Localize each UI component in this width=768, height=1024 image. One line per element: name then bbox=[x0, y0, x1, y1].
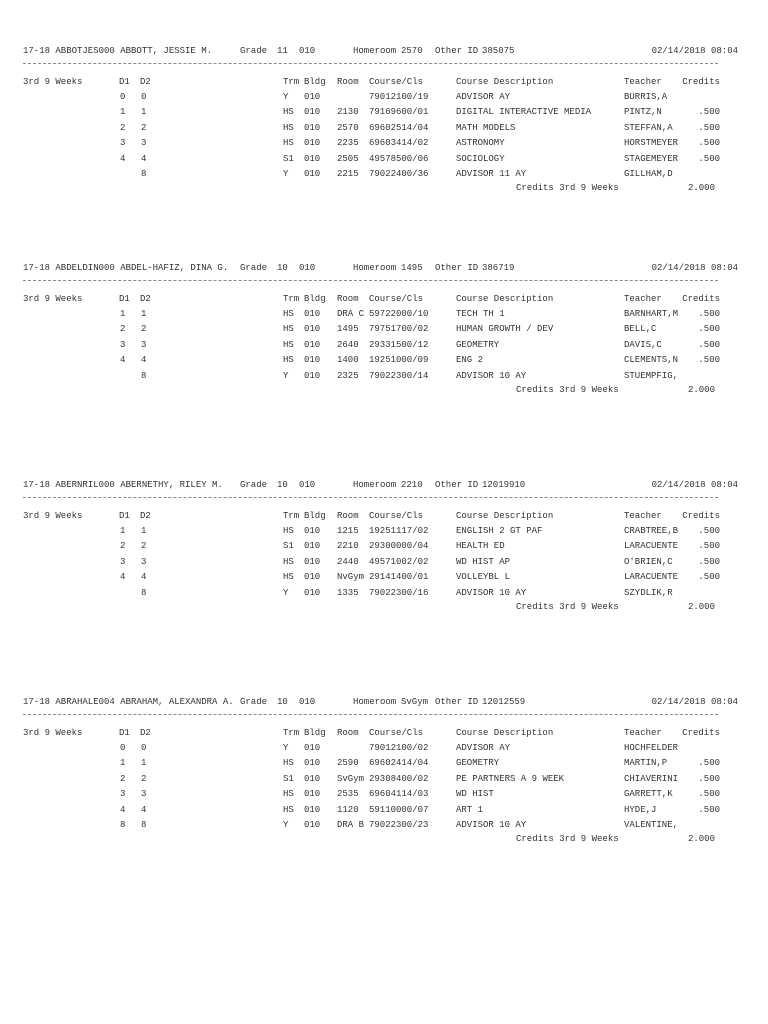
cell-trm: HS bbox=[283, 355, 294, 365]
other-id-label: Other ID bbox=[435, 46, 479, 56]
cell-description: ADVISOR 10 AY bbox=[456, 588, 527, 598]
cell-d1: 2 bbox=[120, 123, 126, 133]
header-divider bbox=[23, 497, 718, 498]
homeroom-label: Homeroom bbox=[353, 697, 397, 707]
cell-d1: 4 bbox=[120, 355, 126, 365]
cell-room: 2640 bbox=[337, 340, 359, 350]
cell-d2: 3 bbox=[141, 138, 147, 148]
cell-bldg: 010 bbox=[304, 138, 321, 148]
cell-course: 19251117/02 bbox=[369, 526, 429, 536]
cell-credits: .500 bbox=[698, 107, 720, 117]
course-header: Course/Cls bbox=[369, 511, 424, 521]
homeroom-value: 2210 bbox=[401, 480, 423, 490]
cell-bldg: 010 bbox=[304, 123, 321, 133]
cell-d1: 2 bbox=[120, 774, 126, 784]
grade-label: Grade bbox=[240, 263, 268, 273]
cell-description: DIGITAL INTERACTIVE MEDIA bbox=[456, 107, 592, 117]
cell-teacher: HOCHFELDER bbox=[624, 743, 679, 753]
cell-trm: HS bbox=[283, 789, 294, 799]
cell-d1: 3 bbox=[120, 789, 126, 799]
cell-description: TECH TH 1 bbox=[456, 309, 505, 319]
cell-d1: 0 bbox=[120, 743, 126, 753]
header-divider bbox=[23, 63, 718, 64]
period-header: 3rd 9 Weeks bbox=[23, 728, 83, 738]
cell-description: PE PARTNERS A 9 WEEK bbox=[456, 774, 565, 784]
building-value: 010 bbox=[299, 697, 316, 707]
cell-trm: HS bbox=[283, 805, 294, 815]
credits-total-value: 2.000 bbox=[687, 385, 715, 395]
cell-trm: HS bbox=[283, 309, 294, 319]
cell-d1: 1 bbox=[120, 526, 126, 536]
cell-d2: 4 bbox=[141, 154, 147, 164]
cell-room: 1120 bbox=[337, 805, 359, 815]
period-header: 3rd 9 Weeks bbox=[23, 77, 83, 87]
homeroom-label: Homeroom bbox=[353, 480, 397, 490]
cell-d1: 2 bbox=[120, 541, 126, 551]
bldg-header: Bldg bbox=[304, 511, 326, 521]
grade-label: Grade bbox=[240, 480, 268, 490]
cell-course: 69602514/04 bbox=[369, 123, 429, 133]
building-value: 010 bbox=[299, 46, 316, 56]
cell-credits: .500 bbox=[698, 138, 720, 148]
cell-trm: Y bbox=[283, 169, 289, 179]
cell-description: ADVISOR 11 AY bbox=[456, 169, 527, 179]
description-header: Course Description bbox=[456, 511, 554, 521]
report-datetime: 02/14/2018 08:04 bbox=[651, 697, 738, 707]
cell-credits: .500 bbox=[698, 309, 720, 319]
cell-d2: 2 bbox=[141, 123, 147, 133]
cell-course: 29141400/01 bbox=[369, 572, 429, 582]
cell-d1: 2 bbox=[120, 324, 126, 334]
cell-bldg: 010 bbox=[304, 820, 321, 830]
credits-total-value: 2.000 bbox=[687, 183, 715, 193]
cell-d1: 1 bbox=[120, 309, 126, 319]
report-datetime: 02/14/2018 08:04 bbox=[651, 46, 738, 56]
cell-course: 29308400/02 bbox=[369, 774, 429, 784]
cell-room: 2215 bbox=[337, 169, 359, 179]
cell-credits: .500 bbox=[698, 758, 720, 768]
grade-value: 10 bbox=[277, 263, 288, 273]
d2-header: D2 bbox=[140, 77, 151, 87]
cell-room: 2505 bbox=[337, 154, 359, 164]
cell-d1: 4 bbox=[120, 154, 126, 164]
cell-course: 69602414/04 bbox=[369, 758, 429, 768]
room-header: Room bbox=[337, 511, 359, 521]
cell-description: GEOMETRY bbox=[456, 340, 500, 350]
credits-total-label: Credits 3rd 9 Weeks bbox=[516, 183, 619, 193]
cell-credits: .500 bbox=[698, 774, 720, 784]
cell-room: 2235 bbox=[337, 138, 359, 148]
cell-trm: Y bbox=[283, 743, 289, 753]
homeroom-value: SvGym bbox=[401, 697, 429, 707]
cell-description: ART 1 bbox=[456, 805, 484, 815]
cell-room: 1335 bbox=[337, 588, 359, 598]
cell-teacher: STAGEMEYER bbox=[624, 154, 679, 164]
cell-course: 69603414/02 bbox=[369, 138, 429, 148]
cell-course: 29300000/04 bbox=[369, 541, 429, 551]
student-header: 17-18 ABERNRIL000 ABERNETHY, RILEY M. bbox=[23, 480, 223, 490]
cell-trm: S1 bbox=[283, 154, 294, 164]
cell-d1: 0 bbox=[120, 92, 126, 102]
cell-teacher: PINTZ,N bbox=[624, 107, 662, 117]
cell-course: 59110000/07 bbox=[369, 805, 429, 815]
d2-header: D2 bbox=[140, 294, 151, 304]
cell-room: 2570 bbox=[337, 123, 359, 133]
credits-header: Credits bbox=[682, 77, 720, 87]
room-header: Room bbox=[337, 77, 359, 87]
cell-credits: .500 bbox=[698, 324, 720, 334]
cell-course: 79022300/23 bbox=[369, 820, 429, 830]
cell-description: GEOMETRY bbox=[456, 758, 500, 768]
cell-room: 2130 bbox=[337, 107, 359, 117]
student-header: 17-18 ABDELDIN000 ABDEL-HAFIZ, DINA G. bbox=[23, 263, 229, 273]
cell-d2: 4 bbox=[141, 805, 147, 815]
bldg-header: Bldg bbox=[304, 77, 326, 87]
cell-room: 1215 bbox=[337, 526, 359, 536]
cell-credits: .500 bbox=[698, 526, 720, 536]
cell-course: 79022300/14 bbox=[369, 371, 429, 381]
other-id-value: 386719 bbox=[482, 263, 515, 273]
cell-trm: HS bbox=[283, 324, 294, 334]
cell-description: ADVISOR AY bbox=[456, 92, 511, 102]
cell-d1: 4 bbox=[120, 572, 126, 582]
cell-teacher: CLEMENTS,N bbox=[624, 355, 679, 365]
cell-course: 49571002/02 bbox=[369, 557, 429, 567]
cell-bldg: 010 bbox=[304, 324, 321, 334]
cell-bldg: 010 bbox=[304, 355, 321, 365]
cell-description: HUMAN GROWTH / DEV bbox=[456, 324, 554, 334]
cell-teacher: O'BRIEN,C bbox=[624, 557, 673, 567]
homeroom-value: 2570 bbox=[401, 46, 423, 56]
cell-description: ENGLISH 2 GT PAF bbox=[456, 526, 543, 536]
cell-teacher: STEFFAN,A bbox=[624, 123, 673, 133]
report-datetime: 02/14/2018 08:04 bbox=[651, 480, 738, 490]
other-id-label: Other ID bbox=[435, 697, 479, 707]
cell-teacher: CHIAVERINI bbox=[624, 774, 679, 784]
cell-teacher: BARNHART,M bbox=[624, 309, 679, 319]
cell-credits: .500 bbox=[698, 154, 720, 164]
cell-description: SOCIOLOGY bbox=[456, 154, 505, 164]
cell-room: 1400 bbox=[337, 355, 359, 365]
cell-d2: 1 bbox=[141, 758, 147, 768]
cell-d2: 8 bbox=[141, 371, 147, 381]
cell-d1: 4 bbox=[120, 805, 126, 815]
cell-trm: S1 bbox=[283, 541, 294, 551]
cell-room: 2440 bbox=[337, 557, 359, 567]
cell-room: NvGym bbox=[337, 572, 365, 582]
teacher-header: Teacher bbox=[624, 77, 662, 87]
cell-credits: .500 bbox=[698, 355, 720, 365]
period-header: 3rd 9 Weeks bbox=[23, 511, 83, 521]
cell-description: ASTRONOMY bbox=[456, 138, 505, 148]
cell-d2: 2 bbox=[141, 541, 147, 551]
cell-bldg: 010 bbox=[304, 371, 321, 381]
other-id-value: 385075 bbox=[482, 46, 515, 56]
cell-description: WD HIST bbox=[456, 789, 494, 799]
cell-trm: HS bbox=[283, 572, 294, 582]
cell-teacher: LARACUENTE bbox=[624, 541, 679, 551]
credits-total-label: Credits 3rd 9 Weeks bbox=[516, 602, 619, 612]
header-divider bbox=[23, 714, 718, 715]
cell-teacher: MARTIN,P bbox=[624, 758, 668, 768]
credits-total-label: Credits 3rd 9 Weeks bbox=[516, 385, 619, 395]
cell-room: 2590 bbox=[337, 758, 359, 768]
cell-course: 29331500/12 bbox=[369, 340, 429, 350]
credits-header: Credits bbox=[682, 294, 720, 304]
cell-bldg: 010 bbox=[304, 541, 321, 551]
cell-trm: S1 bbox=[283, 774, 294, 784]
header-divider bbox=[23, 280, 718, 281]
cell-teacher: BELL,C bbox=[624, 324, 657, 334]
cell-course: 79022400/36 bbox=[369, 169, 429, 179]
cell-bldg: 010 bbox=[304, 154, 321, 164]
cell-course: 19251000/09 bbox=[369, 355, 429, 365]
building-value: 010 bbox=[299, 480, 316, 490]
cell-room: 1495 bbox=[337, 324, 359, 334]
cell-bldg: 010 bbox=[304, 107, 321, 117]
homeroom-value: 1495 bbox=[401, 263, 423, 273]
cell-bldg: 010 bbox=[304, 758, 321, 768]
cell-trm: HS bbox=[283, 123, 294, 133]
trm-header: Trm bbox=[283, 728, 300, 738]
cell-room: 2325 bbox=[337, 371, 359, 381]
cell-course: 79751700/02 bbox=[369, 324, 429, 334]
course-header: Course/Cls bbox=[369, 294, 424, 304]
cell-trm: HS bbox=[283, 758, 294, 768]
cell-teacher: SZYDLIK,R bbox=[624, 588, 673, 598]
cell-description: ENG 2 bbox=[456, 355, 484, 365]
description-header: Course Description bbox=[456, 77, 554, 87]
grade-value: 10 bbox=[277, 480, 288, 490]
grade-value: 11 bbox=[277, 46, 288, 56]
cell-d2: 0 bbox=[141, 92, 147, 102]
credits-header: Credits bbox=[682, 728, 720, 738]
building-value: 010 bbox=[299, 263, 316, 273]
cell-room: 2535 bbox=[337, 789, 359, 799]
cell-d2: 8 bbox=[141, 169, 147, 179]
cell-description: HEALTH ED bbox=[456, 541, 505, 551]
cell-teacher: GILLHAM,D bbox=[624, 169, 673, 179]
cell-course: 79012100/19 bbox=[369, 92, 429, 102]
cell-bldg: 010 bbox=[304, 774, 321, 784]
cell-credits: .500 bbox=[698, 557, 720, 567]
teacher-header: Teacher bbox=[624, 728, 662, 738]
grade-label: Grade bbox=[240, 697, 268, 707]
other-id-value: 12012559 bbox=[482, 697, 526, 707]
cell-d2: 3 bbox=[141, 789, 147, 799]
cell-description: ADVISOR AY bbox=[456, 743, 511, 753]
d1-header: D1 bbox=[119, 728, 130, 738]
cell-trm: Y bbox=[283, 371, 289, 381]
cell-d1: 3 bbox=[120, 138, 126, 148]
cell-teacher: LARACUENTE bbox=[624, 572, 679, 582]
student-header: 17-18 ABBOTJES000 ABBOTT, JESSIE M. bbox=[23, 46, 213, 56]
cell-room: 2210 bbox=[337, 541, 359, 551]
d1-header: D1 bbox=[119, 77, 130, 87]
cell-credits: .500 bbox=[698, 123, 720, 133]
cell-course: 59722000/10 bbox=[369, 309, 429, 319]
d2-header: D2 bbox=[140, 511, 151, 521]
cell-teacher: CRABTREE,B bbox=[624, 526, 679, 536]
cell-description: ADVISOR 10 AY bbox=[456, 820, 527, 830]
cell-description: ADVISOR 10 AY bbox=[456, 371, 527, 381]
credits-header: Credits bbox=[682, 511, 720, 521]
cell-course: 79169600/01 bbox=[369, 107, 429, 117]
cell-d2: 1 bbox=[141, 309, 147, 319]
cell-bldg: 010 bbox=[304, 805, 321, 815]
cell-course: 79022300/16 bbox=[369, 588, 429, 598]
cell-d2: 3 bbox=[141, 340, 147, 350]
cell-d2: 8 bbox=[141, 820, 147, 830]
cell-description: MATH MODELS bbox=[456, 123, 516, 133]
cell-bldg: 010 bbox=[304, 526, 321, 536]
grade-value: 10 bbox=[277, 697, 288, 707]
cell-d1: 1 bbox=[120, 107, 126, 117]
cell-bldg: 010 bbox=[304, 340, 321, 350]
cell-d2: 4 bbox=[141, 355, 147, 365]
cell-teacher: GARRETT,K bbox=[624, 789, 673, 799]
cell-d2: 1 bbox=[141, 526, 147, 536]
cell-credits: .500 bbox=[698, 805, 720, 815]
student-header: 17-18 ABRAHALE004 ABRAHAM, ALEXANDRA A. bbox=[23, 697, 234, 707]
room-header: Room bbox=[337, 728, 359, 738]
grade-label: Grade bbox=[240, 46, 268, 56]
cell-d2: 2 bbox=[141, 774, 147, 784]
cell-course: 69604114/03 bbox=[369, 789, 429, 799]
cell-teacher: HORSTMEYER bbox=[624, 138, 679, 148]
room-header: Room bbox=[337, 294, 359, 304]
cell-teacher: BURRIS,A bbox=[624, 92, 668, 102]
teacher-header: Teacher bbox=[624, 294, 662, 304]
teacher-header: Teacher bbox=[624, 511, 662, 521]
cell-credits: .500 bbox=[698, 340, 720, 350]
d2-header: D2 bbox=[140, 728, 151, 738]
cell-teacher: VALENTINE, bbox=[624, 820, 679, 830]
cell-credits: .500 bbox=[698, 789, 720, 799]
cell-trm: HS bbox=[283, 107, 294, 117]
cell-trm: Y bbox=[283, 820, 289, 830]
cell-bldg: 010 bbox=[304, 789, 321, 799]
cell-d2: 3 bbox=[141, 557, 147, 567]
bldg-header: Bldg bbox=[304, 728, 326, 738]
course-header: Course/Cls bbox=[369, 77, 424, 87]
other-id-label: Other ID bbox=[435, 263, 479, 273]
cell-credits: .500 bbox=[698, 572, 720, 582]
cell-course: 79012100/02 bbox=[369, 743, 429, 753]
cell-trm: HS bbox=[283, 557, 294, 567]
cell-d1: 1 bbox=[120, 758, 126, 768]
cell-bldg: 010 bbox=[304, 572, 321, 582]
description-header: Course Description bbox=[456, 294, 554, 304]
period-header: 3rd 9 Weeks bbox=[23, 294, 83, 304]
cell-trm: HS bbox=[283, 526, 294, 536]
cell-d2: 8 bbox=[141, 588, 147, 598]
trm-header: Trm bbox=[283, 77, 300, 87]
cell-course: 49578500/06 bbox=[369, 154, 429, 164]
cell-bldg: 010 bbox=[304, 309, 321, 319]
cell-trm: Y bbox=[283, 92, 289, 102]
cell-teacher: DAVIS,C bbox=[624, 340, 662, 350]
credits-total-value: 2.000 bbox=[687, 834, 715, 844]
cell-d2: 4 bbox=[141, 572, 147, 582]
cell-d2: 2 bbox=[141, 324, 147, 334]
cell-bldg: 010 bbox=[304, 743, 321, 753]
cell-d1: 3 bbox=[120, 340, 126, 350]
cell-teacher: STUEMPFIG, bbox=[624, 371, 679, 381]
cell-d2: 0 bbox=[141, 743, 147, 753]
credits-total-label: Credits 3rd 9 Weeks bbox=[516, 834, 619, 844]
cell-room: DRA C bbox=[337, 309, 365, 319]
cell-d1: 8 bbox=[120, 820, 126, 830]
other-id-value: 12019910 bbox=[482, 480, 526, 490]
other-id-label: Other ID bbox=[435, 480, 479, 490]
bldg-header: Bldg bbox=[304, 294, 326, 304]
cell-description: WD HIST AP bbox=[456, 557, 511, 567]
cell-trm: Y bbox=[283, 588, 289, 598]
cell-room: DRA B bbox=[337, 820, 365, 830]
homeroom-label: Homeroom bbox=[353, 46, 397, 56]
d1-header: D1 bbox=[119, 511, 130, 521]
cell-credits: .500 bbox=[698, 541, 720, 551]
cell-description: VOLLEYBL L bbox=[456, 572, 511, 582]
cell-d2: 1 bbox=[141, 107, 147, 117]
homeroom-label: Homeroom bbox=[353, 263, 397, 273]
cell-bldg: 010 bbox=[304, 588, 321, 598]
credits-total-value: 2.000 bbox=[687, 602, 715, 612]
cell-d1: 3 bbox=[120, 557, 126, 567]
d1-header: D1 bbox=[119, 294, 130, 304]
trm-header: Trm bbox=[283, 294, 300, 304]
course-header: Course/Cls bbox=[369, 728, 424, 738]
description-header: Course Description bbox=[456, 728, 554, 738]
report-datetime: 02/14/2018 08:04 bbox=[651, 263, 738, 273]
cell-teacher: HYDE,J bbox=[624, 805, 657, 815]
cell-trm: HS bbox=[283, 340, 294, 350]
trm-header: Trm bbox=[283, 511, 300, 521]
cell-trm: HS bbox=[283, 138, 294, 148]
cell-bldg: 010 bbox=[304, 92, 321, 102]
cell-bldg: 010 bbox=[304, 169, 321, 179]
cell-bldg: 010 bbox=[304, 557, 321, 567]
cell-room: SvGym bbox=[337, 774, 365, 784]
